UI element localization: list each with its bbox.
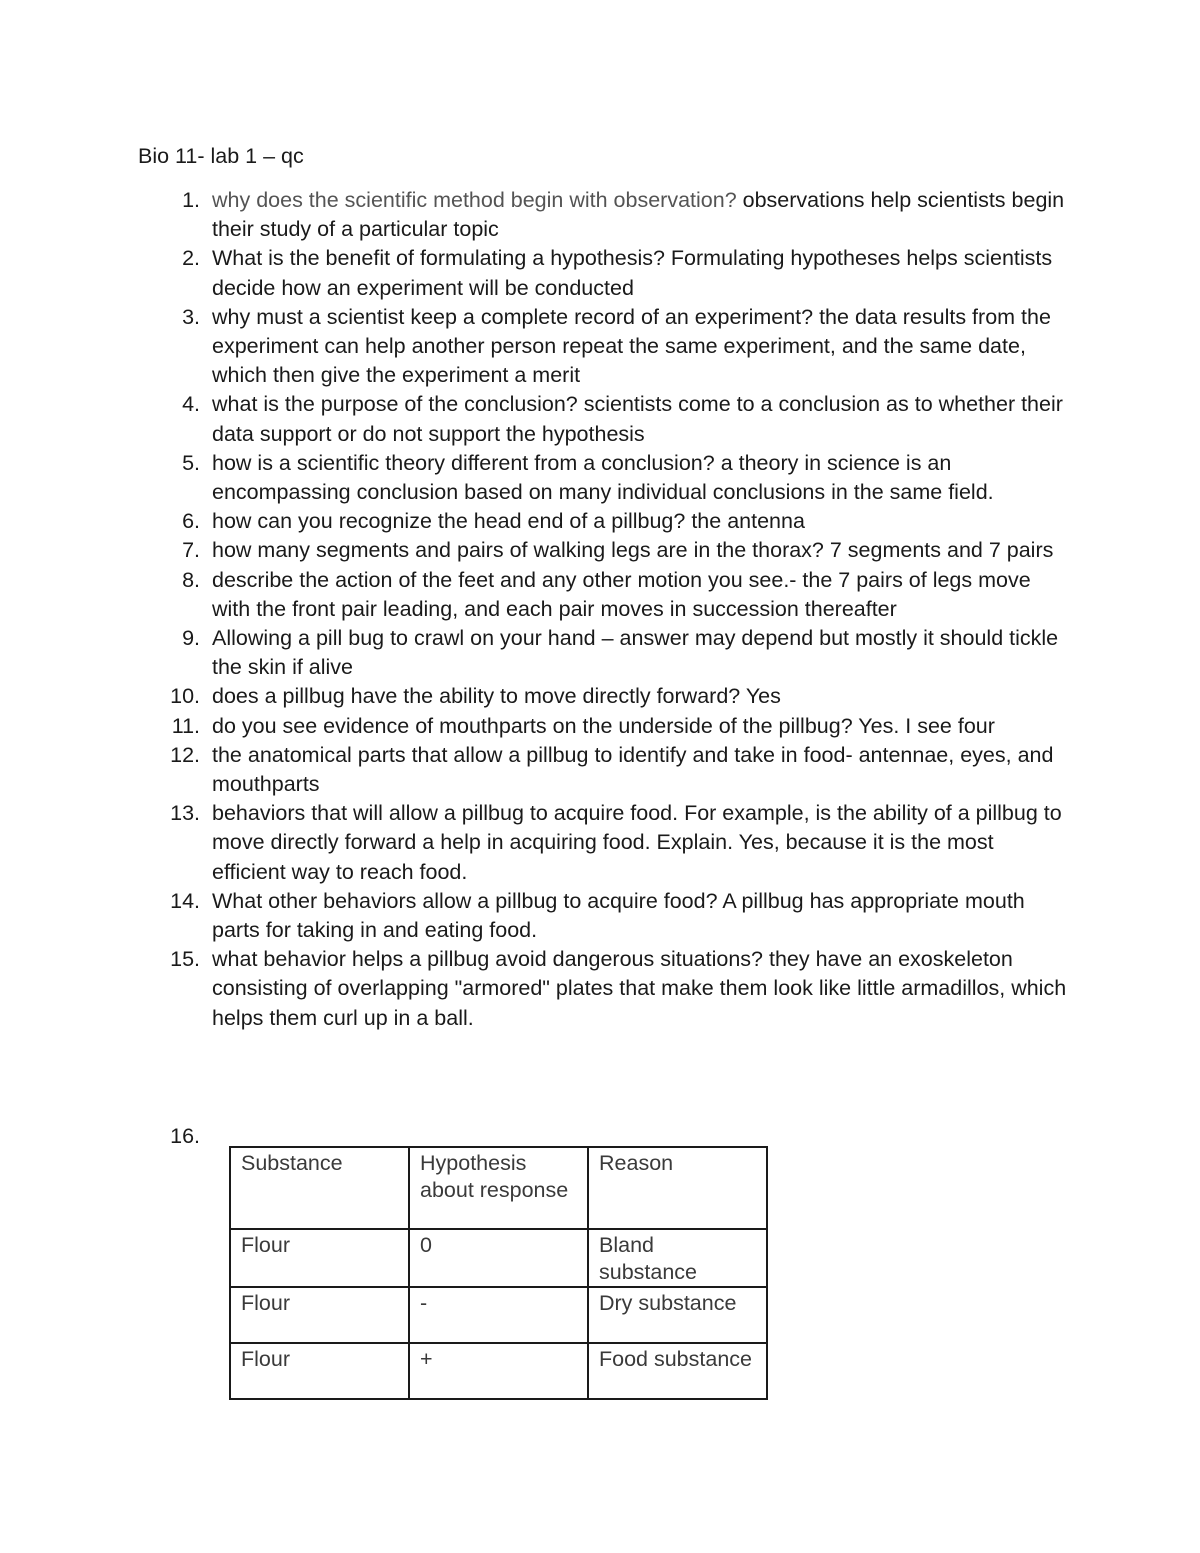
answer-text: the data results from the experiment can help another person repeat the same experiment, and the same date, which then give the experiment a merit	[212, 304, 1051, 388]
list-item	[138, 507, 1068, 536]
answer-text: - antennae, eyes, and mouthparts	[212, 742, 1054, 797]
question-text: how can you recognize the head end of a pillbug?	[212, 509, 686, 534]
question-number: 5.	[182, 450, 200, 475]
question-number: 14.	[170, 888, 200, 913]
table-row	[230, 1343, 767, 1399]
list-item	[138, 945, 1068, 1033]
table-cell: -	[409, 1287, 588, 1343]
list-item	[138, 536, 1068, 565]
table-cell: Flour	[230, 1229, 409, 1287]
question-number: 11.	[171, 713, 200, 738]
table-cell: Flour	[230, 1287, 409, 1343]
question-text: how many segments and pairs of walking legs are in the thorax?	[212, 538, 824, 563]
question-text: Allowing a pill bug to crawl on your hand	[212, 626, 596, 651]
answer-text: A pillbug has appropriate mouth parts for taking in and eating food.	[212, 888, 1025, 943]
table-cell: Flour	[230, 1343, 409, 1399]
table-cell: 0	[409, 1229, 588, 1287]
question-number: 9.	[182, 626, 200, 651]
answer-text: – answer may depend but mostly it should tickle the skin if alive	[212, 626, 1059, 680]
question-text: behaviors that will allow a pillbug to acquire food. For example, is the ability of a pillbug to move directly forward a help in acquiring food. Explain.	[212, 801, 1062, 855]
answer-text: a theory in science is an encompassing conclusion based on many individual conclusions in the same field.	[212, 450, 994, 505]
answer-text: they have an exoskeleton consisting of overlapping "armored" plates that make them look like little armadillos, which helps them curl up in a ball.	[212, 947, 1067, 1030]
question-number: 1.	[182, 188, 200, 212]
list-item	[138, 887, 1068, 945]
list-item	[138, 799, 1068, 887]
question-text: the anatomical parts that allow a pillbug to identify and take in food	[212, 742, 846, 767]
question-text: does a pillbug have the ability to move directly forward?	[212, 684, 741, 709]
question-number: 15.	[170, 947, 200, 972]
list-item	[138, 390, 1068, 448]
question-number: 12.	[170, 742, 200, 767]
answer-text: the antenna	[685, 509, 805, 534]
list-item	[138, 244, 1068, 302]
question-text: What other behaviors allow a pillbug to acquire food?	[212, 888, 718, 913]
answer-text: 7 segments and 7 pairs	[823, 538, 1054, 563]
answer-text: scientists come to a conclusion as to whether their data support or do not support the hypothesis	[212, 392, 1063, 446]
table-cell: +	[409, 1343, 588, 1399]
answer-text: - the 7 pairs of legs move with the front pair leading, and each pair moves in succession thereafter	[212, 567, 1031, 621]
table-cell: Dry substance	[588, 1287, 767, 1343]
question-number: 4.	[182, 392, 200, 417]
question-number: 13.	[170, 801, 200, 826]
question-text: why must a scientist keep a complete record of an experiment?	[212, 304, 814, 329]
table-row	[230, 1287, 767, 1343]
table-header-cell: Hypothesis about response	[409, 1147, 588, 1229]
question-text: what behavior helps a pillbug avoid dangerous situations?	[212, 947, 764, 972]
answer-text: Yes, because it is the most efficient way to reach food.	[212, 830, 994, 884]
question-text: do you see evidence of mouthparts on the underside of the pillbug?	[212, 713, 853, 738]
list-item	[138, 566, 1068, 624]
question-number: 16.	[170, 1124, 200, 1148]
question-number: 7.	[182, 538, 200, 563]
answer-text: observations help scientists begin their study of a particular topic	[212, 188, 1065, 242]
table-header-cell: Substance	[230, 1147, 409, 1229]
question-number: 10.	[170, 684, 200, 709]
table-header-cell: Reason	[588, 1147, 767, 1229]
question-text: describe the action of the feet and any other motion you see.	[212, 567, 790, 592]
question-number: 2.	[182, 246, 200, 271]
answer-text: Yes	[740, 684, 781, 709]
list-item	[138, 303, 1068, 391]
table-cell: Bland substance	[588, 1229, 767, 1287]
answer-text: Yes. I see four	[852, 713, 995, 738]
question-number: 3.	[182, 304, 200, 329]
question-text: why does the scientific method begin with observation?	[212, 188, 737, 212]
list-item	[138, 624, 1068, 682]
question-number: 6.	[182, 509, 200, 534]
list-item	[138, 741, 1068, 799]
question-text: how is a scientific theory different from a conclusion?	[212, 450, 715, 475]
question-text: what is the purpose of the conclusion?	[212, 392, 578, 417]
question-text: What is the benefit of formulating a hypothesis?	[212, 246, 665, 271]
question-number: 8.	[182, 567, 200, 592]
list-item	[138, 682, 1068, 711]
question-list	[138, 186, 1068, 1033]
table-header-row	[230, 1147, 767, 1229]
answer-text: Formulating hypotheses helps scientists decide how an experiment will be conducted	[212, 246, 1053, 300]
list-item	[138, 186, 1068, 244]
list-item	[138, 712, 1068, 741]
list-item	[138, 449, 1068, 507]
substance-table	[229, 1146, 768, 1400]
table-cell: Food substance	[588, 1343, 767, 1399]
document-title: Bio 11- lab 1 – qc	[138, 144, 304, 168]
table-row	[230, 1229, 767, 1287]
